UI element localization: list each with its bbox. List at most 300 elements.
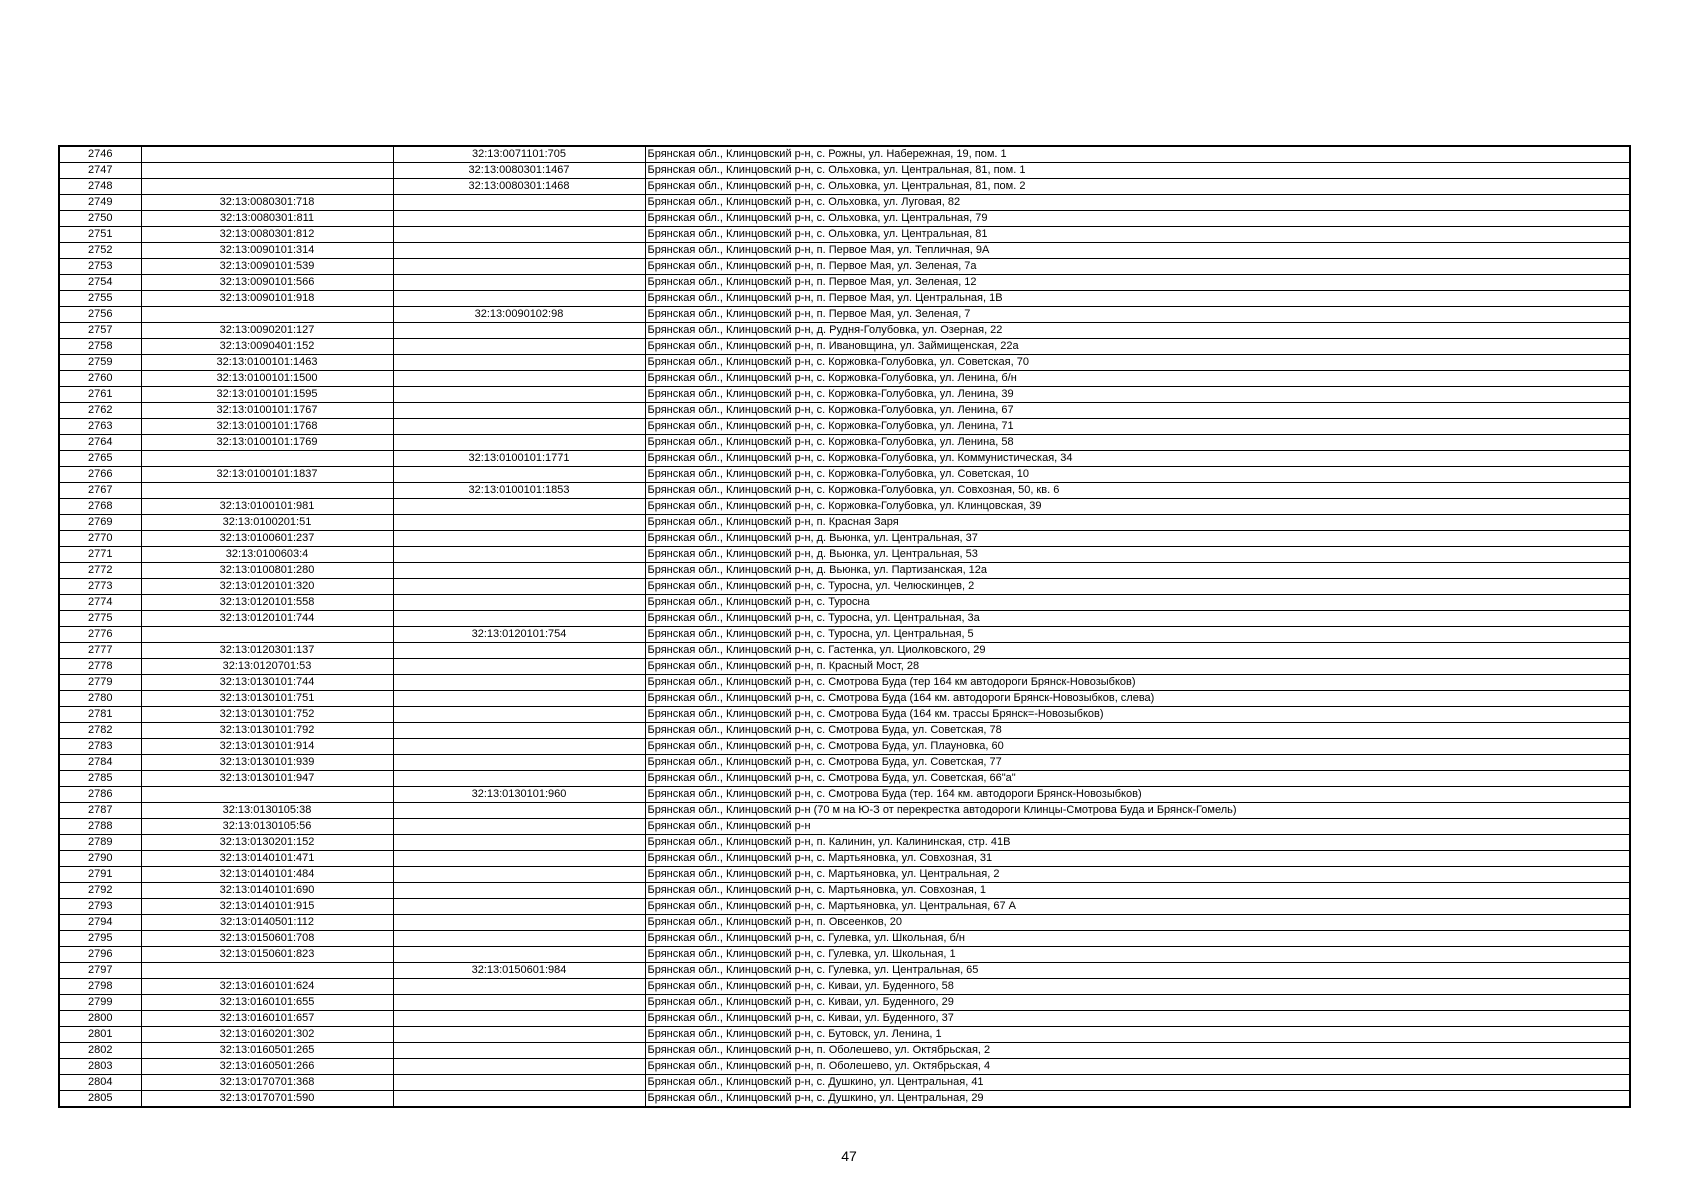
row-number-cell: 2789	[59, 835, 141, 851]
cadastral-number-cell: 32:13:0090101:539	[141, 259, 393, 275]
row-number-cell: 2770	[59, 531, 141, 547]
row-number-cell: 2750	[59, 211, 141, 227]
row-number-cell: 2779	[59, 675, 141, 691]
address-cell: Брянская обл., Клинцовский р-н, с. Смотрова Буда (164 км. трассы Брянск=-Новозыбков)	[645, 707, 1630, 723]
address-cell: Брянская обл., Клинцовский р-н, п. Красный Мост, 28	[645, 659, 1630, 675]
table-row	[59, 339, 1630, 355]
table-row	[59, 307, 1630, 323]
address-cell: Брянская обл., Клинцовский р-н, с. Смотрова Буда, ул. Советская, 77	[645, 755, 1630, 771]
table-row	[59, 387, 1630, 403]
cadastral-registry-table	[58, 145, 1631, 1108]
table-row	[59, 547, 1630, 563]
cadastral-number-cell: 32:13:0120701:53	[141, 659, 393, 675]
cadastral-number-alt-cell	[393, 707, 645, 723]
address-cell: Брянская обл., Клинцовский р-н, д. Вьюнка, ул. Партизанская, 12а	[645, 563, 1630, 579]
row-number-cell: 2780	[59, 691, 141, 707]
table-row	[59, 947, 1630, 963]
table-row	[59, 531, 1630, 547]
cadastral-number-alt-cell: 32:13:0130101:960	[393, 787, 645, 803]
table-row	[59, 563, 1630, 579]
row-number-cell: 2758	[59, 339, 141, 355]
row-number-cell: 2805	[59, 1091, 141, 1108]
table-row	[59, 691, 1630, 707]
cadastral-number-alt-cell	[393, 995, 645, 1011]
row-number-cell: 2785	[59, 771, 141, 787]
cadastral-number-cell: 32:13:0130101:947	[141, 771, 393, 787]
cadastral-number-alt-cell	[393, 1059, 645, 1075]
address-cell: Брянская обл., Клинцовский р-н, с. Мартьяновка, ул. Совхозная, 1	[645, 883, 1630, 899]
row-number-cell: 2766	[59, 467, 141, 483]
table-row	[59, 611, 1630, 627]
address-cell: Брянская обл., Клинцовский р-н, с. Рожны, ул. Набережная, 19, пом. 1	[645, 146, 1630, 163]
table-row	[59, 227, 1630, 243]
cadastral-number-cell: 32:13:0100101:1463	[141, 355, 393, 371]
cadastral-number-cell: 32:13:0100601:237	[141, 531, 393, 547]
row-number-cell: 2784	[59, 755, 141, 771]
cadastral-number-cell: 32:13:0080301:718	[141, 195, 393, 211]
row-number-cell: 2752	[59, 243, 141, 259]
row-number-cell: 2756	[59, 307, 141, 323]
address-cell: Брянская обл., Клинцовский р-н, с. Гулевка, ул. Центральная, 65	[645, 963, 1630, 979]
cadastral-number-alt-cell	[393, 563, 645, 579]
row-number-cell: 2761	[59, 387, 141, 403]
cadastral-number-cell: 32:13:0160101:655	[141, 995, 393, 1011]
address-cell: Брянская обл., Клинцовский р-н, с. Мартьяновка, ул. Совхозная, 31	[645, 851, 1630, 867]
address-cell: Брянская обл., Клинцовский р-н (70 м на Ю-З от перекрестка автодороги Клинцы-Смотрова Буда и Брянск-Гомель)	[645, 803, 1630, 819]
cadastral-number-alt-cell	[393, 659, 645, 675]
address-cell: Брянская обл., Клинцовский р-н, п. Красная Заря	[645, 515, 1630, 531]
cadastral-number-cell: 32:13:0130105:56	[141, 819, 393, 835]
cadastral-number-cell	[141, 627, 393, 643]
cadastral-number-cell: 32:13:0140101:690	[141, 883, 393, 899]
address-cell: Брянская обл., Клинцовский р-н, д. Вьюнка, ул. Центральная, 37	[645, 531, 1630, 547]
address-cell: Брянская обл., Клинцовский р-н, с. Коржовка-Голубовка, ул. Совхозная, 50, кв. 6	[645, 483, 1630, 499]
row-number-cell: 2764	[59, 435, 141, 451]
table-row	[59, 771, 1630, 787]
address-cell: Брянская обл., Клинцовский р-н, с. Ольховка, ул. Луговая, 82	[645, 195, 1630, 211]
table-row	[59, 243, 1630, 259]
table-row	[59, 1091, 1630, 1108]
cadastral-number-alt-cell	[393, 931, 645, 947]
address-cell: Брянская обл., Клинцовский р-н, с. Киваи, ул. Буденного, 29	[645, 995, 1630, 1011]
row-number-cell: 2777	[59, 643, 141, 659]
cadastral-number-alt-cell	[393, 259, 645, 275]
row-number-cell: 2804	[59, 1075, 141, 1091]
cadastral-number-cell: 32:13:0120101:320	[141, 579, 393, 595]
cadastral-number-cell: 32:13:0130101:744	[141, 675, 393, 691]
row-number-cell: 2793	[59, 899, 141, 915]
row-number-cell: 2797	[59, 963, 141, 979]
cadastral-number-cell: 32:13:0170701:368	[141, 1075, 393, 1091]
row-number-cell: 2753	[59, 259, 141, 275]
cadastral-number-cell	[141, 163, 393, 179]
cadastral-number-alt-cell	[393, 851, 645, 867]
cadastral-number-cell: 32:13:0130105:38	[141, 803, 393, 819]
address-cell: Брянская обл., Клинцовский р-н, с. Гастенка, ул. Циолковского, 29	[645, 643, 1630, 659]
address-cell: Брянская обл., Клинцовский р-н, с. Ольховка, ул. Центральная, 81, пом. 1	[645, 163, 1630, 179]
address-cell: Брянская обл., Клинцовский р-н, с. Коржовка-Голубовка, ул. Советская, 10	[645, 467, 1630, 483]
table-row	[59, 915, 1630, 931]
cadastral-number-alt-cell: 32:13:0100101:1853	[393, 483, 645, 499]
address-cell: Брянская обл., Клинцовский р-н, с. Ольховка, ул. Центральная, 81	[645, 227, 1630, 243]
cadastral-number-cell: 32:13:0130101:752	[141, 707, 393, 723]
address-cell: Брянская обл., Клинцовский р-н, д. Вьюнка, ул. Центральная, 53	[645, 547, 1630, 563]
cadastral-number-alt-cell: 32:13:0071101:705	[393, 146, 645, 163]
table-row	[59, 1043, 1630, 1059]
table-row	[59, 739, 1630, 755]
row-number-cell: 2792	[59, 883, 141, 899]
address-cell: Брянская обл., Клинцовский р-н, с. Коржовка-Голубовка, ул. Коммунистическая, 34	[645, 451, 1630, 467]
table-row	[59, 451, 1630, 467]
table-row	[59, 259, 1630, 275]
cadastral-number-alt-cell	[393, 467, 645, 483]
cadastral-number-alt-cell	[393, 1011, 645, 1027]
cadastral-number-alt-cell	[393, 403, 645, 419]
row-number-cell: 2769	[59, 515, 141, 531]
address-cell: Брянская обл., Клинцовский р-н, п. Ивановщина, ул. Займищенская, 22а	[645, 339, 1630, 355]
table-row	[59, 883, 1630, 899]
row-number-cell: 2798	[59, 979, 141, 995]
cadastral-number-alt-cell	[393, 195, 645, 211]
table-row	[59, 1075, 1630, 1091]
address-cell: Брянская обл., Клинцовский р-н, п. Первое Мая, ул. Тепличная, 9А	[645, 243, 1630, 259]
table-row	[59, 867, 1630, 883]
table-row	[59, 995, 1630, 1011]
address-cell: Брянская обл., Клинцовский р-н, с. Смотрова Буда (тер 164 км автодороги Брянск-Новозыбков)	[645, 675, 1630, 691]
address-cell: Брянская обл., Клинцовский р-н, п. Первое Мая, ул. Центральная, 1В	[645, 291, 1630, 307]
cadastral-number-cell: 32:13:0160101:657	[141, 1011, 393, 1027]
cadastral-number-alt-cell	[393, 819, 645, 835]
table-row	[59, 467, 1630, 483]
table-row	[59, 803, 1630, 819]
address-cell: Брянская обл., Клинцовский р-н, с. Смотрова Буда (тер. 164 км. автодороги Брянск-Новозыбков)	[645, 787, 1630, 803]
cadastral-number-cell: 32:13:0160201:302	[141, 1027, 393, 1043]
cadastral-number-alt-cell	[393, 435, 645, 451]
table-row	[59, 275, 1630, 291]
table-row	[59, 723, 1630, 739]
table-row	[59, 435, 1630, 451]
cadastral-number-cell: 32:13:0170701:590	[141, 1091, 393, 1108]
address-cell: Брянская обл., Клинцовский р-н, с. Туросна, ул. Центральная, 3а	[645, 611, 1630, 627]
row-number-cell: 2747	[59, 163, 141, 179]
table-row	[59, 675, 1630, 691]
row-number-cell: 2759	[59, 355, 141, 371]
cadastral-number-alt-cell: 32:13:0150601:984	[393, 963, 645, 979]
cadastral-number-cell: 32:13:0100101:981	[141, 499, 393, 515]
row-number-cell: 2746	[59, 146, 141, 163]
cadastral-number-alt-cell	[393, 899, 645, 915]
row-number-cell: 2771	[59, 547, 141, 563]
row-number-cell: 2751	[59, 227, 141, 243]
cadastral-number-cell: 32:13:0090201:127	[141, 323, 393, 339]
address-cell: Брянская обл., Клинцовский р-н, с. Гулевка, ул. Школьная, б/н	[645, 931, 1630, 947]
row-number-cell: 2790	[59, 851, 141, 867]
address-cell: Брянская обл., Клинцовский р-н, с. Коржовка-Голубовка, ул. Ленина, 71	[645, 419, 1630, 435]
address-cell: Брянская обл., Клинцовский р-н	[645, 819, 1630, 835]
table-row	[59, 851, 1630, 867]
cadastral-number-alt-cell	[393, 867, 645, 883]
cadastral-number-alt-cell	[393, 979, 645, 995]
table-row	[59, 1011, 1630, 1027]
table-row	[59, 643, 1630, 659]
row-number-cell: 2773	[59, 579, 141, 595]
cadastral-number-alt-cell	[393, 243, 645, 259]
table-row	[59, 419, 1630, 435]
cadastral-number-cell: 32:13:0120101:744	[141, 611, 393, 627]
address-cell: Брянская обл., Клинцовский р-н, с. Душкино, ул. Центральная, 41	[645, 1075, 1630, 1091]
cadastral-number-cell	[141, 451, 393, 467]
table-row	[59, 355, 1630, 371]
cadastral-number-alt-cell	[393, 723, 645, 739]
table-row	[59, 499, 1630, 515]
table-row	[59, 483, 1630, 499]
cadastral-number-cell: 32:13:0160501:266	[141, 1059, 393, 1075]
row-number-cell: 2803	[59, 1059, 141, 1075]
table-row	[59, 659, 1630, 675]
cadastral-number-cell: 32:13:0150601:823	[141, 947, 393, 963]
cadastral-number-cell: 32:13:0100201:51	[141, 515, 393, 531]
cadastral-number-alt-cell: 32:13:0080301:1467	[393, 163, 645, 179]
cadastral-number-alt-cell	[393, 227, 645, 243]
table-row	[59, 899, 1630, 915]
address-cell: Брянская обл., Клинцовский р-н, п. Первое Мая, ул. Зеленая, 7	[645, 307, 1630, 323]
cadastral-number-alt-cell	[393, 275, 645, 291]
row-number-cell: 2768	[59, 499, 141, 515]
cadastral-number-alt-cell	[393, 755, 645, 771]
row-number-cell: 2794	[59, 915, 141, 931]
address-cell: Брянская обл., Клинцовский р-н, п. Овсеенков, 20	[645, 915, 1630, 931]
cadastral-number-cell: 32:13:0100101:1768	[141, 419, 393, 435]
cadastral-number-cell	[141, 307, 393, 323]
cadastral-number-cell: 32:13:0160101:624	[141, 979, 393, 995]
row-number-cell: 2781	[59, 707, 141, 723]
address-cell: Брянская обл., Клинцовский р-н, с. Коржовка-Голубовка, ул. Клинцовская, 39	[645, 499, 1630, 515]
row-number-cell: 2800	[59, 1011, 141, 1027]
cadastral-number-cell: 32:13:0130101:751	[141, 691, 393, 707]
row-number-cell: 2763	[59, 419, 141, 435]
table-row	[59, 755, 1630, 771]
table-row	[59, 146, 1630, 163]
table-row	[59, 835, 1630, 851]
row-number-cell: 2760	[59, 371, 141, 387]
table-row	[59, 595, 1630, 611]
table-row	[59, 627, 1630, 643]
row-number-cell: 2788	[59, 819, 141, 835]
cadastral-number-cell: 32:13:0130201:152	[141, 835, 393, 851]
table-row	[59, 515, 1630, 531]
address-cell: Брянская обл., Клинцовский р-н, с. Туросна	[645, 595, 1630, 611]
row-number-cell: 2749	[59, 195, 141, 211]
table-row	[59, 323, 1630, 339]
table-row	[59, 211, 1630, 227]
cadastral-number-alt-cell	[393, 515, 645, 531]
row-number-cell: 2762	[59, 403, 141, 419]
cadastral-number-alt-cell	[393, 1043, 645, 1059]
address-cell: Брянская обл., Клинцовский р-н, с. Бутовск, ул. Ленина, 1	[645, 1027, 1630, 1043]
table-row	[59, 787, 1630, 803]
cadastral-number-cell: 32:13:0080301:811	[141, 211, 393, 227]
row-number-cell: 2783	[59, 739, 141, 755]
cadastral-number-cell: 32:13:0120101:558	[141, 595, 393, 611]
address-cell: Брянская обл., Клинцовский р-н, с. Коржовка-Голубовка, ул. Советская, 70	[645, 355, 1630, 371]
address-cell: Брянская обл., Клинцовский р-н, п. Первое Мая, ул. Зеленая, 7а	[645, 259, 1630, 275]
cadastral-number-alt-cell	[393, 595, 645, 611]
row-number-cell: 2799	[59, 995, 141, 1011]
cadastral-number-alt-cell	[393, 803, 645, 819]
table-row	[59, 163, 1630, 179]
row-number-cell: 2767	[59, 483, 141, 499]
address-cell: Брянская обл., Клинцовский р-н, п. Оболешево, ул. Октябрьская, 2	[645, 1043, 1630, 1059]
cadastral-number-alt-cell	[393, 579, 645, 595]
address-cell: Брянская обл., Клинцовский р-н, с. Киваи, ул. Буденного, 37	[645, 1011, 1630, 1027]
table-row	[59, 819, 1630, 835]
cadastral-number-alt-cell: 32:13:0080301:1468	[393, 179, 645, 195]
table-row	[59, 979, 1630, 995]
cadastral-number-alt-cell	[393, 387, 645, 403]
row-number-cell: 2796	[59, 947, 141, 963]
cadastral-number-alt-cell	[393, 1091, 645, 1108]
address-cell: Брянская обл., Клинцовский р-н, с. Коржовка-Голубовка, ул. Ленина, 67	[645, 403, 1630, 419]
cadastral-number-cell	[141, 963, 393, 979]
cadastral-number-alt-cell	[393, 835, 645, 851]
cadastral-number-alt-cell	[393, 371, 645, 387]
address-cell: Брянская обл., Клинцовский р-н, с. Смотрова Буда, ул. Плауновка, 60	[645, 739, 1630, 755]
cadastral-number-alt-cell	[393, 339, 645, 355]
cadastral-number-alt-cell	[393, 291, 645, 307]
cadastral-number-cell: 32:13:0160501:265	[141, 1043, 393, 1059]
cadastral-number-cell: 32:13:0130101:792	[141, 723, 393, 739]
cadastral-number-cell	[141, 146, 393, 163]
cadastral-number-cell: 32:13:0100101:1500	[141, 371, 393, 387]
cadastral-number-cell: 32:13:0100101:1837	[141, 467, 393, 483]
cadastral-number-cell: 32:13:0090101:918	[141, 291, 393, 307]
address-cell: Брянская обл., Клинцовский р-н, с. Смотрова Буда (164 км. автодороги Брянск-Новозыбков, слева)	[645, 691, 1630, 707]
cadastral-number-cell	[141, 787, 393, 803]
cadastral-number-cell: 32:13:0140101:915	[141, 899, 393, 915]
cadastral-number-alt-cell	[393, 499, 645, 515]
cadastral-number-alt-cell	[393, 611, 645, 627]
row-number-cell: 2748	[59, 179, 141, 195]
row-number-cell: 2786	[59, 787, 141, 803]
cadastral-number-cell: 32:13:0140101:471	[141, 851, 393, 867]
address-cell: Брянская обл., Клинцовский р-н, д. Рудня-Голубовка, ул. Озерная, 22	[645, 323, 1630, 339]
address-cell: Брянская обл., Клинцовский р-н, п. Первое Мая, ул. Зеленая, 12	[645, 275, 1630, 291]
row-number-cell: 2755	[59, 291, 141, 307]
row-number-cell: 2802	[59, 1043, 141, 1059]
cadastral-number-alt-cell	[393, 675, 645, 691]
cadastral-number-cell: 32:13:0130101:914	[141, 739, 393, 755]
address-cell: Брянская обл., Клинцовский р-н, с. Киваи, ул. Буденного, 58	[645, 979, 1630, 995]
cadastral-number-cell: 32:13:0100101:1769	[141, 435, 393, 451]
address-cell: Брянская обл., Клинцовский р-н, п. Оболешево, ул. Октябрьская, 4	[645, 1059, 1630, 1075]
cadastral-number-alt-cell	[393, 883, 645, 899]
table-row	[59, 1027, 1630, 1043]
row-number-cell: 2787	[59, 803, 141, 819]
cadastral-number-alt-cell	[393, 323, 645, 339]
row-number-cell: 2778	[59, 659, 141, 675]
row-number-cell: 2782	[59, 723, 141, 739]
table-row	[59, 707, 1630, 723]
cadastral-number-alt-cell: 32:13:0090102:98	[393, 307, 645, 323]
cadastral-number-cell: 32:13:0120301:137	[141, 643, 393, 659]
cadastral-number-alt-cell	[393, 643, 645, 659]
table-row	[59, 291, 1630, 307]
cadastral-number-alt-cell	[393, 771, 645, 787]
row-number-cell: 2775	[59, 611, 141, 627]
cadastral-number-cell	[141, 483, 393, 499]
cadastral-number-cell: 32:13:0090101:314	[141, 243, 393, 259]
address-cell: Брянская обл., Клинцовский р-н, с. Мартьяновка, ул. Центральная, 2	[645, 867, 1630, 883]
address-cell: Брянская обл., Клинцовский р-н, с. Туросна, ул. Центральная, 5	[645, 627, 1630, 643]
row-number-cell: 2791	[59, 867, 141, 883]
address-cell: Брянская обл., Клинцовский р-н, с. Смотрова Буда, ул. Советская, 66"а"	[645, 771, 1630, 787]
cadastral-number-cell: 32:13:0130101:939	[141, 755, 393, 771]
cadastral-number-alt-cell	[393, 355, 645, 371]
row-number-cell: 2772	[59, 563, 141, 579]
address-cell: Брянская обл., Клинцовский р-н, с. Ольховка, ул. Центральная, 81, пом. 2	[645, 179, 1630, 195]
table-row	[59, 931, 1630, 947]
table-row	[59, 371, 1630, 387]
address-cell: Брянская обл., Клинцовский р-н, с. Коржовка-Голубовка, ул. Ленина, 39	[645, 387, 1630, 403]
address-cell: Брянская обл., Клинцовский р-н, с. Туросна, ул. Челюскинцев, 2	[645, 579, 1630, 595]
cadastral-number-cell: 32:13:0080301:812	[141, 227, 393, 243]
cadastral-number-alt-cell: 32:13:0120101:754	[393, 627, 645, 643]
cadastral-number-cell: 32:13:0150601:708	[141, 931, 393, 947]
cadastral-number-alt-cell	[393, 547, 645, 563]
table-row	[59, 403, 1630, 419]
address-cell: Брянская обл., Клинцовский р-н, с. Гулевка, ул. Школьная, 1	[645, 947, 1630, 963]
cadastral-number-alt-cell	[393, 1027, 645, 1043]
table-row	[59, 963, 1630, 979]
address-cell: Брянская обл., Клинцовский р-н, с. Ольховка, ул. Центральная, 79	[645, 211, 1630, 227]
cadastral-number-alt-cell	[393, 531, 645, 547]
table-row	[59, 179, 1630, 195]
cadastral-number-cell: 32:13:0090401:152	[141, 339, 393, 355]
cadastral-number-cell	[141, 179, 393, 195]
row-number-cell: 2776	[59, 627, 141, 643]
row-number-cell: 2757	[59, 323, 141, 339]
cadastral-number-alt-cell	[393, 1075, 645, 1091]
cadastral-number-cell: 32:13:0100603:4	[141, 547, 393, 563]
cadastral-number-alt-cell	[393, 419, 645, 435]
cadastral-number-alt-cell	[393, 915, 645, 931]
cadastral-number-alt-cell	[393, 211, 645, 227]
cadastral-number-cell: 32:13:0100101:1767	[141, 403, 393, 419]
address-cell: Брянская обл., Клинцовский р-н, п. Калинин, ул. Калининская, стр. 41В	[645, 835, 1630, 851]
cadastral-number-cell: 32:13:0140501:112	[141, 915, 393, 931]
table-row	[59, 195, 1630, 211]
cadastral-number-cell: 32:13:0140101:484	[141, 867, 393, 883]
table-row	[59, 579, 1630, 595]
cadastral-number-alt-cell: 32:13:0100101:1771	[393, 451, 645, 467]
cadastral-number-alt-cell	[393, 947, 645, 963]
cadastral-number-cell: 32:13:0090101:566	[141, 275, 393, 291]
address-cell: Брянская обл., Клинцовский р-н, с. Коржовка-Голубовка, ул. Ленина, 58	[645, 435, 1630, 451]
table-row	[59, 1059, 1630, 1075]
row-number-cell: 2765	[59, 451, 141, 467]
cadastral-number-alt-cell	[393, 739, 645, 755]
address-cell: Брянская обл., Клинцовский р-н, с. Коржовка-Голубовка, ул. Ленина, б/н	[645, 371, 1630, 387]
row-number-cell: 2795	[59, 931, 141, 947]
row-number-cell: 2754	[59, 275, 141, 291]
address-cell: Брянская обл., Клинцовский р-н, с. Душкино, ул. Центральная, 29	[645, 1091, 1630, 1108]
cadastral-number-cell: 32:13:0100801:280	[141, 563, 393, 579]
address-cell: Брянская обл., Клинцовский р-н, с. Смотрова Буда, ул. Советская, 78	[645, 723, 1630, 739]
row-number-cell: 2774	[59, 595, 141, 611]
cadastral-number-alt-cell	[393, 691, 645, 707]
registry-table-body	[59, 146, 1630, 1107]
address-cell: Брянская обл., Клинцовский р-н, с. Мартьяновка, ул. Центральная, 67 А	[645, 899, 1630, 915]
